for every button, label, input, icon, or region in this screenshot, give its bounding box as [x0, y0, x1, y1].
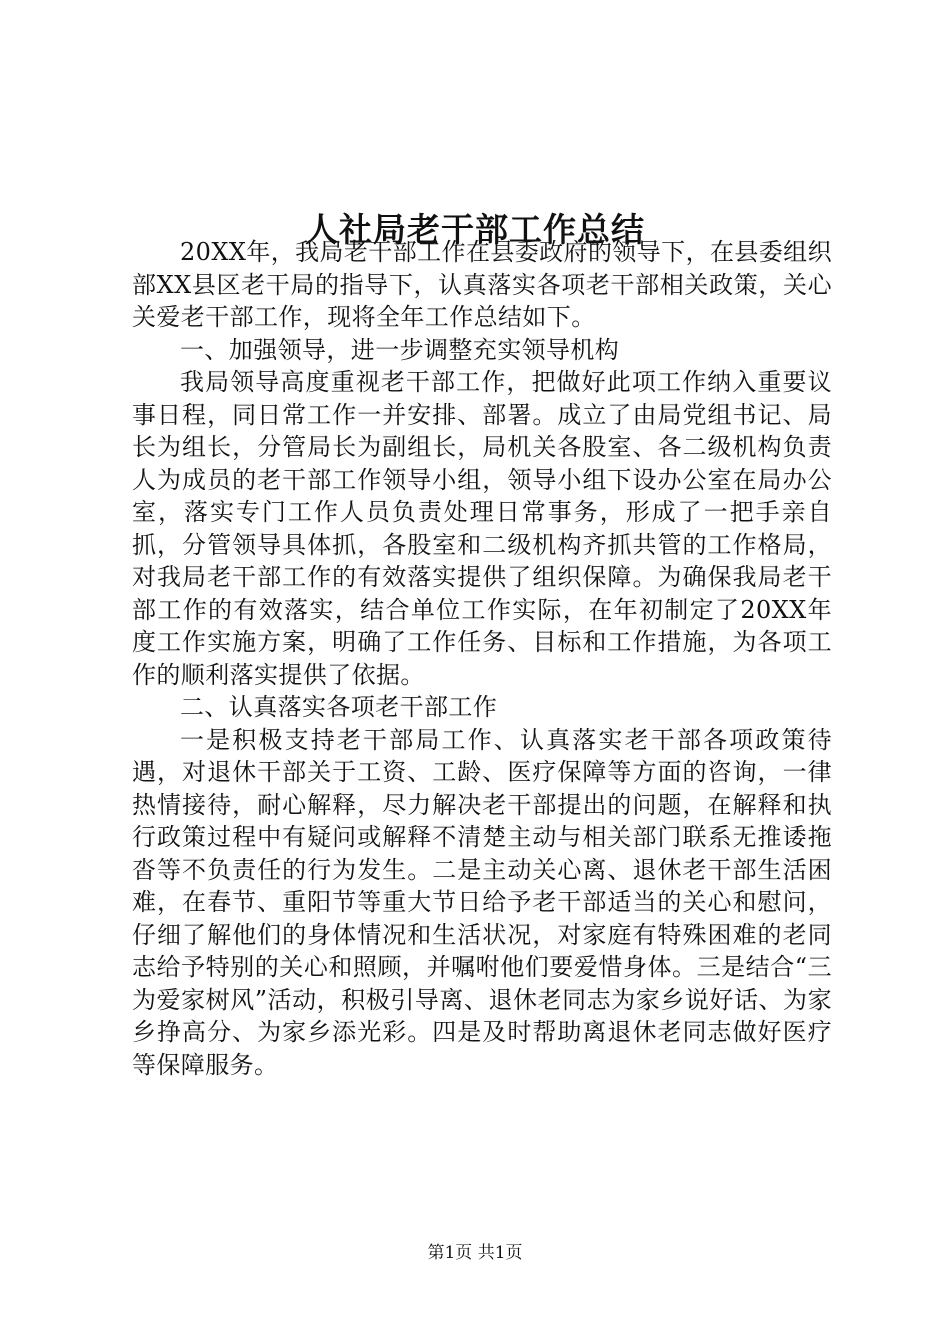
- section-1-paragraph: 我局领导高度重视老干部工作，把做好此项工作纳入重要议事日程，同日常工作一并安排、部署。成立了由局党组书记、局长为组长，分管局长为副组长，局机关各股室、各二级机构负责人为成员的老干部工作领导小组，领导小组下设办公室在局办公室，落实专门工作人员负责处理日常事务，形成了一把手亲自抓，分管领导具体抓，各股室和二级机构齐抓共管的工作格局，对我局老干部工作的有效落实提供了组织保障。为确保我局老干部工作的有效落实，结合单位工作实际，在年初制定了20XX年度工作实施方案，明确了工作任务、目标和工作措施，为各项工作的顺利落实提供了依据。: [132, 368, 832, 689]
- page-number-footer: 第1页 共1页: [427, 1243, 523, 1263]
- section-heading-1: 一、加强领导，进一步调整充实领导机构: [180, 335, 620, 364]
- document-body: [132, 236, 832, 1081]
- section-2-paragraph: 一是积极支持老干部局工作、认真落实老干部各项政策待遇，对退休干部关于工资、工龄、医疗保障等方面的咨询，一律热情接待，耐心解释，尽力解决老干部提出的问题，在解释和执行政策过程中有疑问或解释不清楚主动与相关部门联系无推诿拖沓等不负责任的行为发生。二是主动关心离、退休老干部生活困难，在春节、重阳节等重大节日给予老干部适当的关心和慰问，仔细了解他们的身体情况和生活状况，对家庭有特殊困难的老同志给予特别的关心和照顾，并嘱咐他们要爱惜身体。三是结合“三为爱家树风”活动，积极引导离、退休老同志为家乡说好话、为家乡挣高分、为家乡添光彩。四是及时帮助离退休老同志做好医疗等保障服务。: [132, 725, 832, 1079]
- document-title: 人社局老干部工作总结: [305, 210, 645, 250]
- section-heading-2: 二、认真落实各项老干部工作: [180, 693, 498, 721]
- intro-paragraph: 20XX年，我局老干部工作在县委政府的领导下，在县委组织部XX县区老干局的指导下，认真落实各项老干部相关政策，关心关爱老干部工作，现将全年工作总结如下。: [132, 238, 832, 331]
